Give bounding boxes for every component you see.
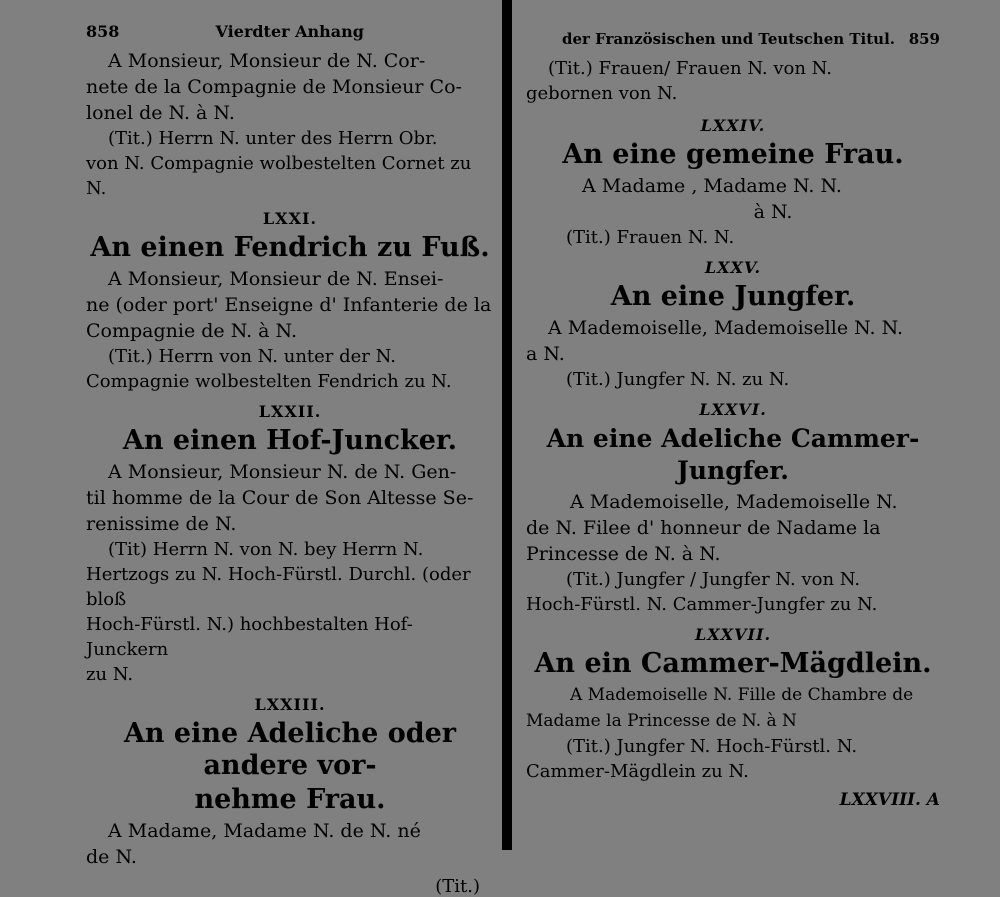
section-heading: An eine Jungfer. xyxy=(610,281,856,312)
entry xyxy=(86,209,494,394)
section-number: LXXIV. xyxy=(700,116,766,135)
body-line: A Monsieur, Monsieur de N. Ensei- xyxy=(108,268,444,290)
section-number: LXXIII. xyxy=(254,695,326,714)
right-page xyxy=(516,0,1000,850)
body-line: de N. xyxy=(86,846,137,868)
section-number: LXXVII. xyxy=(694,625,772,644)
title-line: Cammer-Mägdlein zu N. xyxy=(526,761,749,782)
section-number: LXXI. xyxy=(262,209,318,228)
body-line: A Madame , Madame N. N. xyxy=(582,175,842,197)
title-line: Hertzogs zu N. Hoch-Fürstl. Durchl. (oder bloß xyxy=(86,564,471,610)
catchword: LXXVIII. A xyxy=(839,790,940,810)
section-heading: An eine Adeliche Cammer-Jungfer. xyxy=(546,424,920,485)
section-heading-continued: nehme Frau. xyxy=(194,784,386,815)
body-line: à N. xyxy=(753,201,793,223)
left-page-header xyxy=(86,22,494,48)
title-line: (Tit.) Jungfer / Jungfer N. von N. xyxy=(566,569,861,590)
title-line: (Tit.) Jungfer N. N. zu N. xyxy=(566,369,790,390)
body-line: til homme de la Cour de Son Altesse Se- xyxy=(86,487,474,509)
entry xyxy=(86,48,494,201)
body-line: Princesse de N. à N. xyxy=(526,543,721,565)
body-line: Compagnie de N. à N. xyxy=(86,320,297,342)
title-line: von N. Compagnie wolbestelten Cornet zu N. xyxy=(86,153,472,199)
section-number: LXXVI. xyxy=(699,400,767,419)
body-line: A Monsieur, Monsieur N. de N. Gen- xyxy=(108,461,457,483)
body-line: lonel de N. à N. xyxy=(86,102,235,124)
body-line: a N. xyxy=(526,343,565,365)
entry xyxy=(86,402,494,687)
section-heading: An einen Hof-Juncker. xyxy=(122,425,458,456)
title-line: (Tit.) Frauen/ Frauen N. von N. xyxy=(548,58,833,79)
entry xyxy=(526,625,940,784)
catchword: (Tit.) xyxy=(435,876,480,897)
section-heading: An eine Adeliche oder andere vor- xyxy=(123,718,457,781)
body-line: de N. Filee d' honneur de Nadame la xyxy=(526,517,881,539)
title-line: (Tit.) Jungfer N. Hoch-Fürstl. N. xyxy=(566,736,858,757)
section-heading: An eine gemeine Frau. xyxy=(562,139,904,170)
running-head: der Französischen und Teutschen Titul. xyxy=(562,30,896,48)
entry xyxy=(526,56,940,106)
body-line: A Madame, Madame N. de N. né xyxy=(108,820,421,842)
title-line: gebornen von N. xyxy=(526,83,678,104)
body-line: A Mademoiselle, Mademoiselle N. N. xyxy=(548,317,904,339)
body-line: A Mademoiselle N. Fille de Chambre de xyxy=(570,685,914,705)
entry xyxy=(526,258,940,392)
body-line: ne (oder port' Enseigne d' Infanterie de la xyxy=(86,294,492,316)
body-line: A Mademoiselle, Mademoiselle N. xyxy=(570,491,898,513)
title-line: (Tit) Herrn N. von N. bey Herrn N. xyxy=(108,539,424,560)
title-line: zu N. xyxy=(86,664,134,685)
entry xyxy=(526,400,940,617)
page-number: 858 xyxy=(86,22,120,41)
running-head: Vierdter Anhang xyxy=(215,22,364,41)
title-line: (Tit.) Herrn von N. unter der N. xyxy=(108,346,396,367)
body-line: A Monsieur, Monsieur de N. Cor- xyxy=(108,50,426,72)
entry xyxy=(526,116,940,250)
section-heading: An einen Fendrich zu Fuß. xyxy=(90,232,490,263)
body-line: renissime de N. xyxy=(86,513,237,535)
title-line: Compagnie wolbestelten Fendrich zu N. xyxy=(86,371,452,392)
right-page-header xyxy=(526,30,940,56)
book-gutter xyxy=(502,0,512,850)
body-line: nete de la Compagnie de Monsieur Co- xyxy=(86,76,462,98)
section-heading: An ein Cammer-Mägdlein. xyxy=(534,648,932,679)
title-line: (Tit.) Herrn N. unter des Herrn Obr. xyxy=(108,128,438,149)
entry xyxy=(86,695,494,870)
page-number: 859 xyxy=(908,30,940,48)
title-line: Hoch-Fürstl. N.) hochbestalten Hof-Junckern xyxy=(86,614,413,660)
title-line: Hoch-Fürstl. N. Cammer-Jungfer zu N. xyxy=(526,594,878,615)
section-number: LXXII. xyxy=(258,402,322,421)
body-line: Madame la Princesse de N. à N xyxy=(526,711,797,731)
title-line: (Tit.) Frauen N. N. xyxy=(566,227,735,248)
section-number: LXXV. xyxy=(704,258,762,277)
